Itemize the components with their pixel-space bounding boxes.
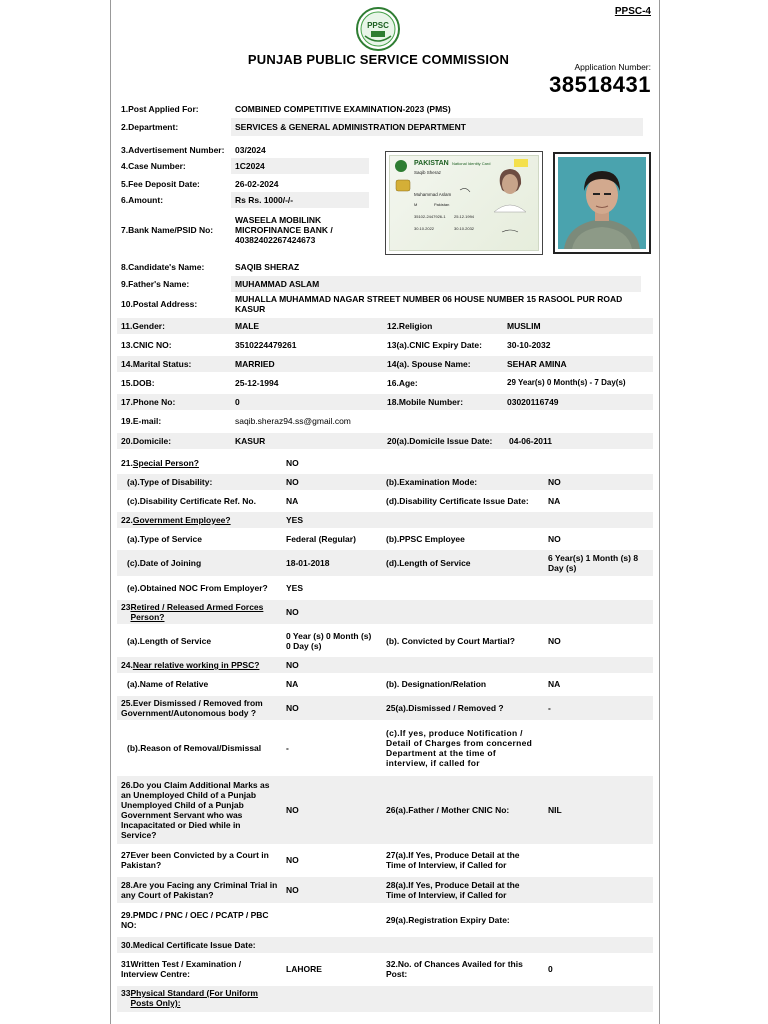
department-value: SERVICES & GENERAL ADMINISTRATION DEPARTMENT [231,118,643,136]
row-near-relative [117,657,653,673]
application-form-page [110,0,660,1024]
domicile-value: KASUR [235,436,266,446]
disability-type-label: (a).Type of Disability: [127,477,213,487]
dob-value: 25-12-1994 [235,378,279,388]
ppsc-employee-value: NO [548,534,561,544]
candidate-photo-graphic [558,157,646,249]
advertisement-value: 03/2024 [235,144,266,155]
cnic-card-title: National Identity Card [452,161,491,166]
convicted-value: NO [286,855,299,865]
mobile-value: 03020116749 [507,397,559,407]
cnic-issue-date: 30.10.2022 [414,226,435,231]
row-disability-certificate [117,493,653,509]
row-additional-marks [117,776,653,844]
parent-cnic-value: NIL [548,805,562,815]
postal-address-label: 10.Postal Address: [121,299,198,309]
row-armed-length [117,627,653,655]
email-value: saqib.sheraz94.ss@gmail.com [235,416,351,426]
cnic-expiry-value: 30-10-2032 [507,340,551,350]
row-post-applied [117,101,653,116]
spouse-name-label: 14(a). Spouse Name: [387,359,471,369]
armed-forces-label: 23 Retired / Released Armed Forces Person? [121,602,264,622]
disability-cert-ref-value: NA [286,496,299,506]
candidate-photo [553,152,651,254]
mobile-label: 18.Mobile Number: [387,397,464,407]
criminal-trial-value: NO [286,885,299,895]
row-armed-forces [117,600,653,624]
disability-cert-date-value: NA [548,496,561,506]
special-person-value: NO [286,458,299,468]
registration-no-label: 29.PMDC / PNC / OEC / PCATP / PBC NO: [121,910,269,930]
row-gender-religion [117,318,653,334]
row-noc [117,580,653,596]
candidate-name-value: SAQIB SHERAZ [235,261,300,272]
cnic-expiry-label: 13(a).CNIC Expiry Date: [387,340,482,350]
near-relative-value: NO [286,660,299,670]
fee-deposit-value: 26-02-2024 [235,178,279,189]
convicted-detail-label: 27(a).If Yes, Produce Detail at the Time of Interview, if Called for [386,850,520,870]
dismissed-a-value: - [548,703,551,713]
postal-address-value: MUHALLA MUHAMMAD NAGAR STREET NUMBER 06 HOUSE NUMBER 15 RASOOL PUR ROAD KASUR [235,294,623,314]
relative-name-label: (a).Name of Relative [127,679,209,689]
court-martial-value: NO [548,636,561,646]
domicile-issue-label: 20(a).Domicile Issue Date: [387,436,493,446]
chances-label: 32.No. of Chances Availed for this Post: [386,959,523,979]
near-relative-label: 24. Near relative working in PPSC? [121,660,260,670]
joining-date-value: 18-01-2018 [286,558,330,568]
application-number-label: Application Number: [574,62,651,72]
row-medical-certificate [117,937,653,953]
cnic-country-of-stay: Pakistan [434,202,450,207]
removal-reason-label: (b).Reason of Removal/Dismissal [127,743,262,753]
registration-no-value [282,907,382,933]
cnic-id-number: 35102-2447926-1 [414,214,446,219]
bank-name-label: 7.Bank Name/PSID No: [121,225,214,235]
service-type-label: (a).Type of Service [127,534,202,544]
exam-centre-value: LAHORE [286,964,322,974]
row-postal-address [117,293,653,315]
relative-name-value: NA [286,679,299,689]
cnic-expiry-date: 30.10.2032 [454,226,475,231]
row-dismissed [117,696,653,720]
row-registration [117,907,653,933]
row-candidate-name [117,259,653,274]
govt-employee-value: YES [286,515,304,525]
joining-date-label: (c).Date of Joining [127,558,202,568]
commission-title: PUNJAB PUBLIC SERVICE COMMISSION [247,52,510,67]
amount-label: 6.Amount: [121,195,164,205]
row-dob-age [117,375,653,391]
parent-cnic-label: 26(a).Father / Mother CNIC No: [386,805,510,815]
medical-certificate-label: 30.Medical Certificate Issue Date: [121,940,256,950]
court-martial-label: (b). Convicted by Court Martial? [386,636,515,646]
noc-value: YES [286,583,304,593]
father-name-value: MUHAMMAD ASLAM [231,276,641,292]
row-govt-employee [117,512,653,528]
cnic-gender: M [414,202,418,207]
logo-text: PPSC [367,21,389,30]
convicted-label: 27Ever been Convicted by a Court in Pakistan? [121,850,269,870]
fee-deposit-label: 5.Fee Deposit Date: [121,178,200,189]
religion-label: 12.Religion [387,321,433,331]
email-label: 19.E-mail: [121,416,162,426]
cnic-dob: 25.12.1994 [454,214,475,219]
exam-mode-label: (b).Examination Mode: [386,477,478,487]
age-value: 29 Year(s) 0 Month(s) - 7 Day(s) [507,378,626,387]
row-marital-status [117,356,653,372]
medical-certificate-value [282,937,382,953]
post-applied-value: COMBINED COMPETITIVE EXAMINATION-2023 (PMS) [235,103,451,114]
ppsc-logo-icon [351,6,405,52]
row-convicted [117,848,653,872]
armed-length-label: (a).Length of Service [127,636,212,646]
noc-label: (e).Obtained NOC From Employer? [127,583,268,593]
row-department [117,118,653,136]
row-special-person [117,455,653,471]
row-father-name [117,276,653,292]
row-service-type [117,531,653,547]
cnic-name: Saqib Sheraz [414,170,442,175]
row-disability [117,474,653,490]
cnic-value: 3510224479261 [235,340,297,350]
father-name-label: 9.Father's Name: [121,279,190,289]
exam-centre-label: 31Written Test / Examination / Interview Centre: [121,959,242,979]
physical-standard-value [282,986,382,1012]
row-cnic [117,337,653,353]
row-physical-standard [117,986,653,1012]
row-email [117,413,653,429]
removal-reason-value: - [286,743,289,753]
dob-label: 15.DOB: [121,378,155,388]
row-phone [117,394,653,410]
length-of-service-label: (d).Length of Service [386,558,471,568]
amount-value: Rs Rs. 1000/-/- [231,192,369,208]
length-of-service-value: 6 Year(s) 1 Month (s) 8 Day (s) [548,553,639,573]
row-criminal-trial [117,877,653,903]
designation-value: NA [548,679,561,689]
row-domicile [117,433,653,449]
religion-value: MUSLIM [507,321,541,331]
designation-label: (b). Designation/Relation [386,679,487,689]
phone-value: 0 [235,397,240,407]
additional-marks-value: NO [286,805,299,815]
additional-marks-label: 26.Do you Claim Additional Marks as an Unemployed Child of a Punjab Unemployed Child of a Punjab Government Servant who was Incapacitated or Died while in Service? [121,780,270,840]
cnic-country: PAKISTAN [414,160,449,167]
cnic-card-graphic [390,156,538,250]
cnic-father: Muhammad Aslam [414,192,452,197]
case-number-label: 4.Case Number: [121,161,186,171]
dismissed-a-label: 25(a).Dismissed / Removed ? [386,703,504,713]
gender-label: 11.Gender: [121,321,165,331]
disability-type-value: NO [286,477,299,487]
service-type-value: Federal (Regular) [286,534,356,544]
dismissed-value: NO [286,703,299,713]
marital-status-label: 14.Marital Status: [121,359,192,369]
case-number-value: 1C2024 [231,158,369,174]
registration-expiry-label: 29(a).Registration Expiry Date: [386,915,510,925]
ppsc-employee-label: (b).PPSC Employee [386,534,465,544]
chances-value: 0 [548,964,553,974]
cnic-card-image [385,151,543,255]
age-label: 16.Age: [387,378,418,388]
form-code: PPSC-4 [614,6,651,17]
govt-employee-label: 22. Government Employee? [121,515,231,525]
armed-forces-value: NO [286,607,299,617]
criminal-trial-detail-label: 28(a).If Yes, Produce Detail at the Time of Interview, if Called for [386,880,520,900]
domicile-issue-value: 04-06-2011 [509,436,553,446]
armed-length-value: 0 Year (s) 0 Month (s) 0 Day (s) [286,631,372,651]
application-number: 38518431 [549,72,651,97]
registration-expiry-value [544,907,649,933]
dismissed-label: 25.Ever Dismissed / Removed from Government/Autonomous body ? [121,698,263,718]
spouse-name-value: SEHAR AMINA [507,359,567,369]
bank-name-value: WASEELA MOBILINK MICROFINANCE BANK / 40382402267424673 [235,215,333,245]
advertisement-label: 3.Advertisement Number: [121,144,225,155]
criminal-trial-label: 28.Are you Facing any Criminal Trial in any Court of Pakistan? [121,880,278,900]
cnic-label: 13.CNIC NO: [121,340,172,350]
row-removal-reason [117,725,653,771]
row-relative-name [117,676,653,692]
notification-note: (c).If yes, produce Notification / Detail of Charges from concerned Department at the time of interview, if called for [386,728,533,768]
candidate-name-label: 8.Candidate's Name: [121,261,205,272]
gender-value: MALE [235,321,260,331]
disability-cert-ref-label: (c).Disability Certificate Ref. No. [127,496,256,506]
row-joining [117,550,653,576]
department-label: 2.Department: [121,122,179,132]
physical-standard-label: 33 Physical Standard (For Uniform Posts Only): [121,988,258,1008]
disability-cert-date-label: (d).Disability Certificate Issue Date: [386,496,529,506]
row-exam-centre [117,956,653,982]
marital-status-value: MARRIED [235,359,275,369]
special-person-label: 21. Special Person? [121,458,199,468]
post-applied-label: 1.Post Applied For: [121,103,199,114]
phone-label: 17.Phone No: [121,397,176,407]
exam-mode-value: NO [548,477,561,487]
domicile-label: 20.Domicile: [121,436,172,446]
